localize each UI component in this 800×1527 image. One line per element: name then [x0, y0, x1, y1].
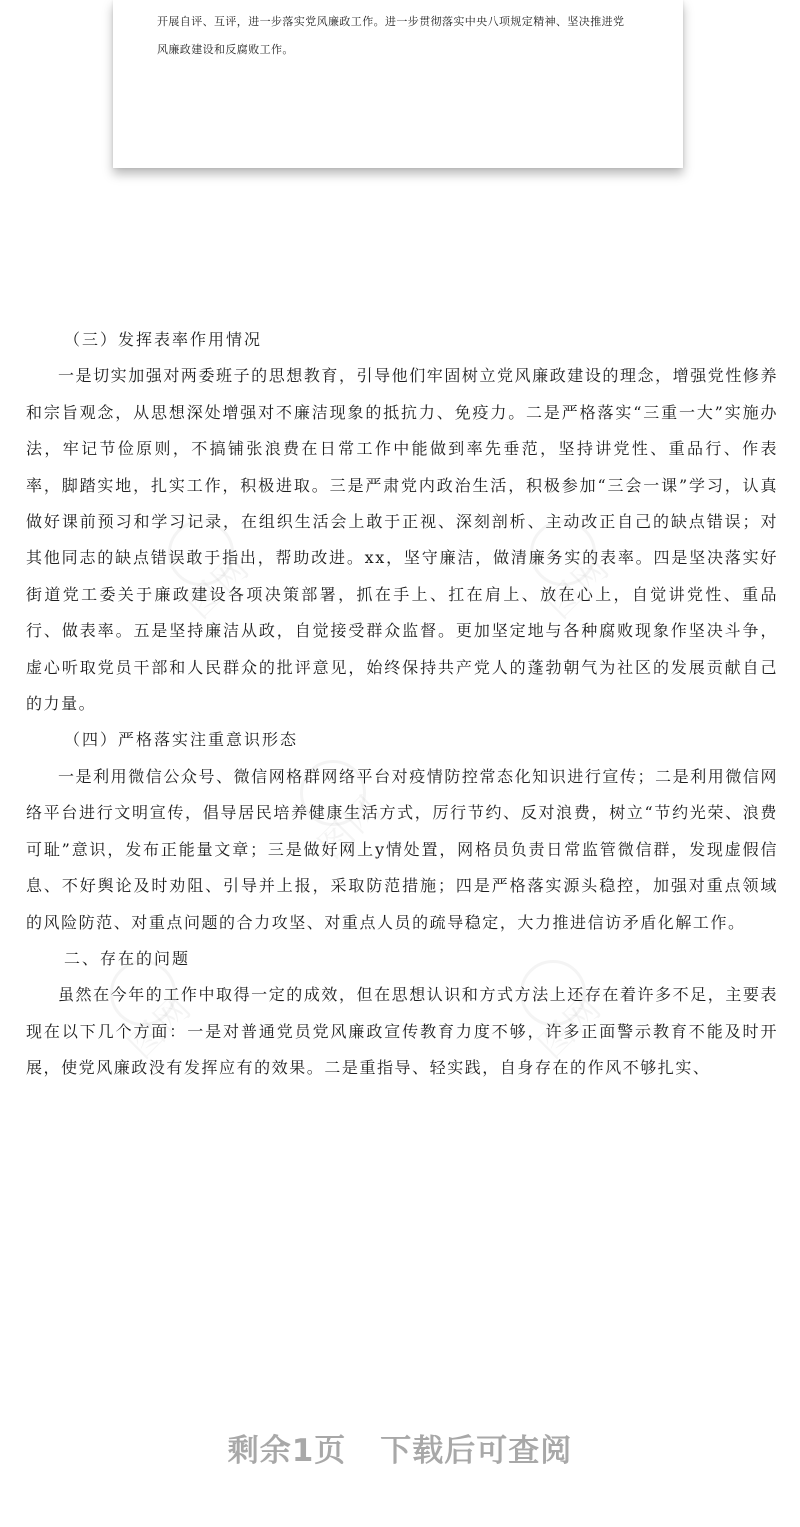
preview-line-2: 风廉政建设和反腐败工作。: [157, 43, 294, 56]
watermark: 图网: [538, 547, 619, 627]
preview-line-1: 开展自评、互评，进一步落实党风廉政工作。进一步贯彻落实中央八项规定精神、坚决推进党: [157, 15, 625, 28]
section-heading: （三）发挥表率作用情况: [64, 330, 263, 349]
watermark: 图网: [310, 787, 391, 867]
section-heading: 二、存在的问题: [64, 948, 191, 968]
paragraph: 一是利用微信公众号、微信网格群网络平台对疫情防控常态化知识进行宣传；二是利用微信网络平台进行文明宣传，倡导居民培养健康生活方式，厉行节约、反对浪费，树立“节约光荣、浪费可耻”意识，发布正能量文章；三是做好网上y情处置，网格员负责日常监管微信群，发现虚假信息、不好舆论及时劝阻、引导并上报，采取防范措施；四是严格落实源头稳控，加强对重点领域的风险防范、对重点问题的合力攻坚、对重点人员的疏导稳定，大力推进信访矛盾化解工作。: [26, 766, 778, 932]
watermark: 图网: [120, 987, 201, 1067]
section-heading: （四）严格落实注重意识形态: [64, 730, 299, 750]
download-hint-label: 下载后可查阅: [380, 1433, 573, 1469]
watermark: 图网: [530, 987, 611, 1067]
watermark: 图网: [178, 547, 259, 627]
download-prompt[interactable]: [0, 1425, 800, 1470]
preview-text: [157, 8, 657, 64]
document-body: [26, 322, 778, 1087]
page-preview-card: [113, 0, 683, 168]
remaining-pages-label: 剩余1页: [227, 1433, 347, 1469]
paragraph: 一是切实加强对两委班子的思想教育，引导他们牢固树立党风廉政建设的理念，增强党性修养和宗旨观念，从思想深处增强对不廉洁现象的抵抗力、免疫力。二是严格落实“三重一大”实施办法，牢记节俭原则，不搞铺张浪费在日常工作中能做到率先垂范，坚持讲党性、重品行、作表率，脚踏实地，扎实工作，积极进取。三是严肃党内政治生活，积极参加“三会一课”学习，认真做好课前预习和学习记录，在组织生活会上敢于正视、深刻剖析、主动改正自己的缺点错误；对其他同志的缺点错误敢于指出，帮助改进。xx，坚守廉洁，做清廉务实的表率。四是坚决落实好街道党工委关于廉政建设各项决策部署，抓在手上、扛在肩上、放在心上，自觉讲党性、重品行、做表率。五是坚持廉洁从政，自觉接受群众监督。更加坚定地与各种腐败现象作坚决斗争，虚心听取党员干部和人民群众的批评意见，始终保持共产党人的蓬勃朝气为社区的发展贡献自己的力量。: [26, 366, 778, 714]
paragraph: 虽然在今年的工作中取得一定的成效，但在思想认识和方式方法上还存在着许多不足，主要表现在以下几个方面：一是对普通党员党风廉政宣传教育力度不够，许多正面警示教育不能及时开展，使党风廉政没有发挥应有的效果。二是重指导、轻实践，自身存在的作风不够扎实、: [26, 985, 778, 1078]
